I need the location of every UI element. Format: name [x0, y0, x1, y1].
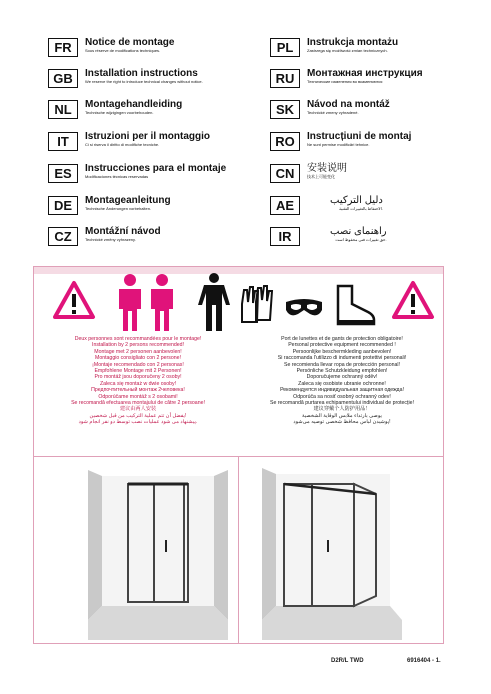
language-code: IT: [48, 132, 78, 151]
language-title: Montageanleitung: [85, 195, 171, 206]
warning-line: Si raccomanda l'utilizzo di indumenti protettivi personali!: [277, 355, 407, 362]
language-title: Návod na montáž: [307, 99, 390, 110]
warning-line: Deux personnes sont recommandées pour le montage!: [74, 336, 202, 342]
protective-suit-icon: [196, 272, 232, 332]
warning-text-right: [244, 336, 440, 426]
warning-line: Odporúčame montáž s 2 osobami!: [98, 393, 178, 400]
language-code: NL: [48, 100, 78, 119]
language-title: Installation instructions: [85, 68, 198, 79]
language-es: [48, 164, 226, 183]
document-code: 6916404 - 1.: [407, 658, 441, 664]
language-title: Instrukcja montażu: [307, 37, 399, 48]
language-code: PL: [270, 38, 300, 57]
language-title: 安装说明: [307, 163, 347, 174]
model-label: D2R/L TWD: [331, 658, 364, 664]
warning-line: Montaggio consigliato con 2 persone!: [95, 355, 181, 362]
language-sk: [270, 100, 390, 119]
warning-line: Doporučujeme ochranný oděv!: [306, 374, 378, 381]
language-ir: [270, 227, 387, 246]
warning-line: ¡Montaje recomendado con 2 personas!: [92, 361, 184, 368]
warning-line: 建议由两人安装: [119, 406, 157, 413]
language-fr: [48, 38, 174, 57]
language-subtitle: Ci si riserva il diritto di modifiche tecniche.: [85, 142, 160, 147]
warning-line: Installation by 2 persons recommended!: [92, 342, 184, 349]
panel-vertical-divider: [238, 457, 239, 644]
language-title: Istruzioni per il montaggio: [85, 131, 210, 142]
language-code: RU: [270, 69, 300, 88]
language-code: CN: [270, 164, 300, 183]
safety-boots-icon: [332, 284, 376, 326]
warning-line: Zaleca się osobiste ubranie ochronne!: [298, 380, 386, 387]
shower-niche-illustration: [88, 470, 228, 640]
language-title: Notice de montage: [85, 37, 175, 48]
warning-line: 建议穿戴个人防护用品！: [313, 406, 371, 413]
language-code: FR: [48, 38, 78, 57]
language-nl: [48, 100, 182, 119]
language-subtitle: حق تغییرات فنی محفوظ است.: [335, 237, 387, 242]
language-cz: [48, 227, 161, 246]
language-title: Instrucciones para el montaje: [85, 163, 227, 174]
language-title: راهنمای نصب: [330, 226, 387, 237]
warning-line: Zaleca się montaż w dwie osoby!: [99, 380, 177, 387]
shower-corner-illustration: [262, 468, 402, 640]
warning-line: Se recomienda llevar ropa de protección personal!: [284, 361, 400, 368]
language-it: [48, 132, 210, 151]
language-subtitle: الاحتفاظ بالتغييرات التقنية.: [339, 206, 383, 211]
warning-line: يوصى بارتداء ملابس الوقاية الشخصية: [302, 412, 382, 419]
warning-line: Persönliche Schutzkleidung empfohlen!: [296, 368, 388, 375]
language-subtitle: Technische Änderungen vorbehalten.: [85, 206, 152, 211]
language-title: Montagehandleiding: [85, 99, 183, 110]
language-code: IR: [270, 227, 300, 246]
warning-line: Personal protective equipment recommended !: [288, 342, 396, 349]
warning-line: يفضل أن تتم عملية التركيب من قبل شخصين!: [89, 412, 187, 419]
warning-line: Montage met 2 personen aanbevolen!: [94, 348, 182, 355]
language-cn: [270, 164, 347, 183]
language-title: Монтажная инструкция: [307, 68, 423, 79]
language-gb: [48, 69, 203, 88]
language-subtitle: Sous réserve de modifications techniques.: [85, 48, 161, 53]
language-title: Montážní návod: [85, 226, 161, 237]
language-de: [48, 196, 171, 215]
language-subtitle: 技术上可能变化: [307, 174, 335, 179]
language-subtitle: Zastrzega się możliwość zmian technicznych.: [307, 48, 388, 53]
goggles-icon: [284, 296, 324, 320]
language-pl: [270, 38, 398, 57]
language-code: DE: [48, 196, 78, 215]
language-ru: [270, 69, 423, 88]
warning-line: Se recomandă purtarea echipamentului individual de protecție!: [270, 400, 414, 407]
warning-line: پوشیدن لباس محافظ شخصی توصیه می‌شود!: [293, 419, 391, 426]
language-subtitle: Technische wijzigingen voorbehouden.: [85, 110, 154, 115]
language-subtitle: Technické zmeny vyhradené.: [307, 110, 359, 115]
language-subtitle: Modificaciones técnicas reservadas: [85, 174, 149, 179]
language-title: دليل التركيب: [330, 195, 383, 206]
warning-line: Рекомендуется индивидуальная защитная одежда!: [280, 387, 404, 394]
warning-line: Odporúča sa nosiť osobný ochranný odev!: [293, 393, 391, 400]
warning-line: Pro montáž jsou doporučeny 2 osoby!: [94, 374, 182, 381]
warning-triangle-icon: [52, 280, 96, 320]
language-code: RO: [270, 132, 300, 151]
warning-line: Empfohlene Montage mit 2 Personen!: [94, 368, 182, 375]
warning-line: پیشنهاد می شود عملیات نصب توسط دو نفر انجام شود.: [78, 419, 198, 426]
language-code: CZ: [48, 227, 78, 246]
language-subtitle: We reserve the right to introduce technical changes without notice.: [85, 79, 203, 84]
language-code: GB: [48, 69, 78, 88]
gloves-icon: [238, 282, 276, 326]
language-ro: [270, 132, 411, 151]
warning-line: Предпочтительный монтаж 2человека!: [91, 387, 185, 394]
warning-line: Se recomandă efectuarea montajului de către 2 persoane!: [71, 400, 205, 407]
language-code: SK: [270, 100, 300, 119]
language-subtitle: Technické změny vyhrazeny.: [85, 237, 136, 242]
warning-text-left: [40, 336, 236, 426]
language-subtitle: Технические изменения во вкаменяются: [307, 79, 383, 84]
warning-triangle-icon: [391, 280, 435, 320]
language-code: AE: [270, 196, 300, 215]
warning-line: Port de lunettes et de gants de protection obligatoire!: [281, 336, 403, 342]
language-subtitle: Ne sunt permise modificări tehnice.: [307, 142, 370, 147]
language-title: Instrucțiuni de montaj: [307, 131, 412, 142]
two-persons-icon: [112, 272, 182, 332]
warning-line: Persoonlijke beschermkleding aanbevolen!: [292, 348, 392, 355]
language-code: ES: [48, 164, 78, 183]
language-ae: [270, 196, 383, 215]
